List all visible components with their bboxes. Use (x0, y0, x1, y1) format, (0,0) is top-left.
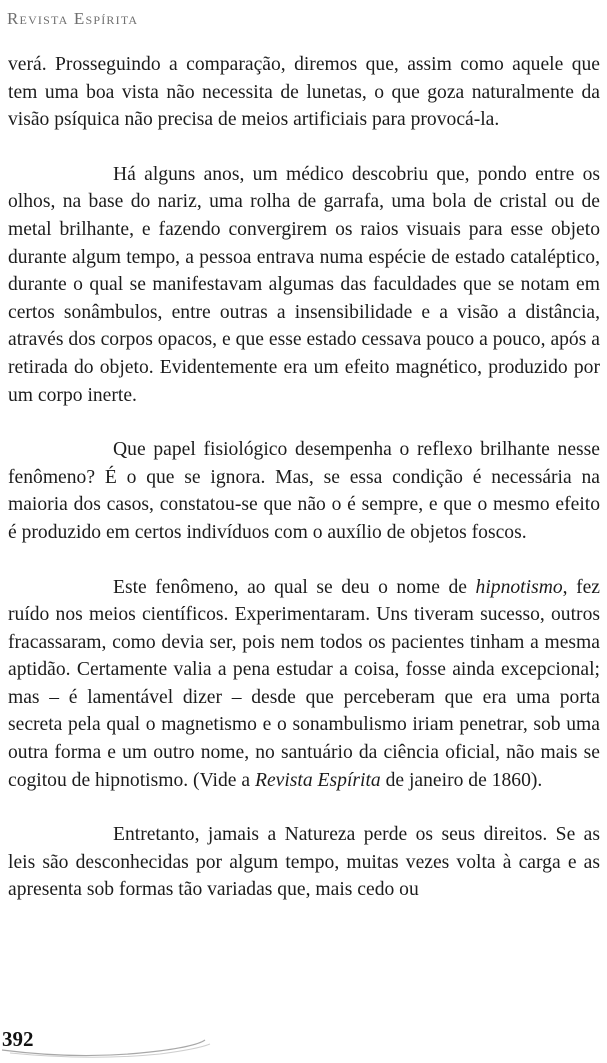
paragraph-4-text-b: , fez ruído nos meios científicos. Experimentaram. Uns tiveram sucesso, outros fracassaram, como devia ser, pois nem todos os pacientes tinham a mesma aptidão. Certamente valia a pena estudar a coisa, fosse ainda excepcional; mas – é lamentável dizer – desde que perceberam que era uma porta secreta pela qual o magnetismo e o sonambulismo iriam penetrar, sob uma outra forma e um outro nome, no santuário da ciência oficial, não mais se cogitou de hipnotismo. (Vide a (8, 576, 601, 791)
paragraph-4-text-a: Este fenômeno, ao qual se deu o nome de (113, 576, 476, 598)
body-text (8, 51, 600, 931)
paragraph-3: Que papel fisiológico desempenha o reflexo brilhante nesse fenômeno? É o que se ignora. Mas, se essa condição é necessária na maioria dos casos, constatou-se que não o é sempre, e que o mesmo efeito é produzido em certos indivíduos com o auxílio de objetos foscos. (8, 439, 600, 543)
paragraph-2: Há alguns anos, um médico descobriu que, pondo entre os olhos, na base do nariz, uma rolha de garrafa, uma bola de cristal ou de metal brilhante, e fazendo convergirem os raios visuais para esse objeto durante algum tempo, a pessoa entrava numa espécie de estado cataléptico, durante o qual se manifestavam algumas das faculdades que se notam em certos sonâmbulos, entre outras a insensibilidade e a visão a distância, através dos corpos opacos, e que esse estado cessava pouco a pouco, após a retirada do objeto. Evidentemente era um efeito magnético, produzido por um corpo inerte. (8, 163, 600, 406)
running-header: Revista Espírita (7, 9, 139, 28)
paragraph-5: Entretanto, jamais a Natureza perde os seus direitos. Se as leis são desconhecidas por algum tempo, muitas vezes volta à carga e as apresenta sob formas tão variadas que, mais cedo ou (8, 824, 600, 901)
paragraph-1: verá. Prosseguindo a comparação, diremos que, assim como aquele que tem uma boa vista não necessita de lunetas, o que goza naturalmente da visão psíquica não precisa de meios artificiais para provocá-la. (8, 54, 600, 131)
page-number: 392 (2, 1027, 34, 1051)
hipnotismo-term: hipnotismo (475, 576, 563, 598)
paragraph-4 (8, 574, 600, 795)
folio-swoosh-ornament (0, 1030, 220, 1060)
journal-title: Revista Espírita (254, 769, 381, 791)
paragraph-4-text-c: de janeiro de 1860). (380, 769, 543, 791)
